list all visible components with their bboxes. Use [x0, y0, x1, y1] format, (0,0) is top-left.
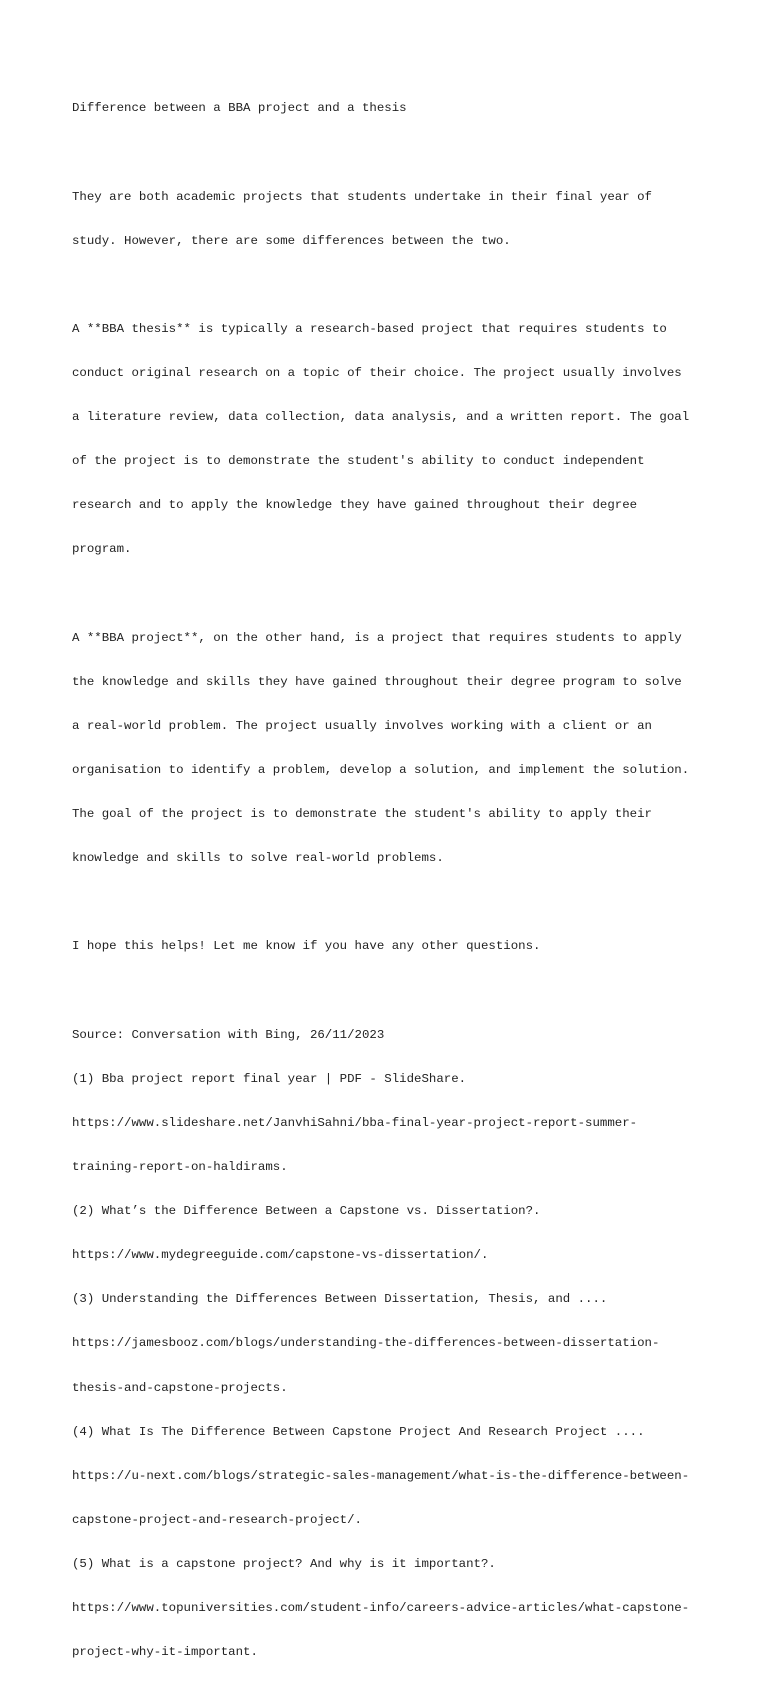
text-line: program.	[72, 542, 132, 557]
source-url: https://www.slideshare.net/JanvhiSahni/bba-final-year-project-report-summer-	[72, 1115, 638, 1130]
source-heading: Source: Conversation with Bing, 26/11/2023	[72, 1027, 385, 1042]
source-citation: (5) What is a capstone project? And why is it important?.	[72, 1556, 496, 1571]
source-url: capstone-project-and-research-project/.	[72, 1512, 362, 1527]
text-line: A **BBA project**, on the other hand, is a project that requires students to apply	[72, 630, 682, 645]
source-citation: (1) Bba project report final year | PDF - SlideShare.	[72, 1071, 467, 1086]
source-url: https://www.mydegreeguide.com/capstone-vs-dissertation/.	[72, 1248, 489, 1263]
text-line: knowledge and skills to solve real-world problems.	[72, 851, 444, 866]
thesis-paragraph	[72, 293, 712, 587]
text-line: research and to apply the knowledge they have gained throughout their degree	[72, 498, 638, 513]
text-line: of the project is to demonstrate the student's ability to conduct independent	[72, 454, 645, 469]
source-citation: (3) Understanding the Differences Between Dissertation, Thesis, and ....	[72, 1292, 608, 1307]
document-page	[72, 72, 712, 1689]
document-title	[72, 72, 712, 146]
source-citation: (2) What’s the Difference Between a Capstone vs. Dissertation?.	[72, 1204, 541, 1219]
source-citation: (4) What Is The Difference Between Capstone Project And Research Project ....	[72, 1424, 645, 1439]
source-url: https://jamesbooz.com/blogs/understanding-the-differences-between-dissertation-	[72, 1336, 660, 1351]
text-line: the knowledge and skills they have gained throughout their degree program to solve	[72, 674, 682, 689]
title-line: Difference between a BBA project and a thesis	[72, 101, 407, 116]
source-url: training-report-on-haldirams.	[72, 1159, 288, 1174]
source-url: https://www.topuniversities.com/student-info/careers-advice-articles/what-capstone-	[72, 1601, 690, 1616]
sources-block	[72, 998, 712, 1689]
text-line: The goal of the project is to demonstrate the student's ability to apply their	[72, 807, 652, 822]
text-line: conduct original research on a topic of their choice. The project usually involves	[72, 366, 682, 381]
closing-paragraph	[72, 910, 712, 984]
source-url: https://u-next.com/blogs/strategic-sales-management/what-is-the-difference-between-	[72, 1468, 690, 1483]
intro-paragraph	[72, 160, 712, 278]
text-line: organisation to identify a problem, develop a solution, and implement the solution.	[72, 763, 690, 777]
text-line: They are both academic projects that students undertake in their final year of	[72, 189, 652, 204]
text-line: A **BBA thesis** is typically a research-based project that requires students to	[72, 321, 667, 336]
source-url: thesis-and-capstone-projects.	[72, 1380, 288, 1395]
text-line: a real-world problem. The project usually involves working with a client or an	[72, 718, 652, 733]
source-url: project-why-it-important.	[72, 1645, 258, 1660]
text-line: I hope this helps! Let me know if you have any other questions.	[72, 939, 541, 954]
text-line: a literature review, data collection, data analysis, and a written report. The goal	[72, 410, 690, 425]
project-paragraph	[72, 601, 712, 895]
text-line: study. However, there are some differences between the two.	[72, 233, 511, 248]
